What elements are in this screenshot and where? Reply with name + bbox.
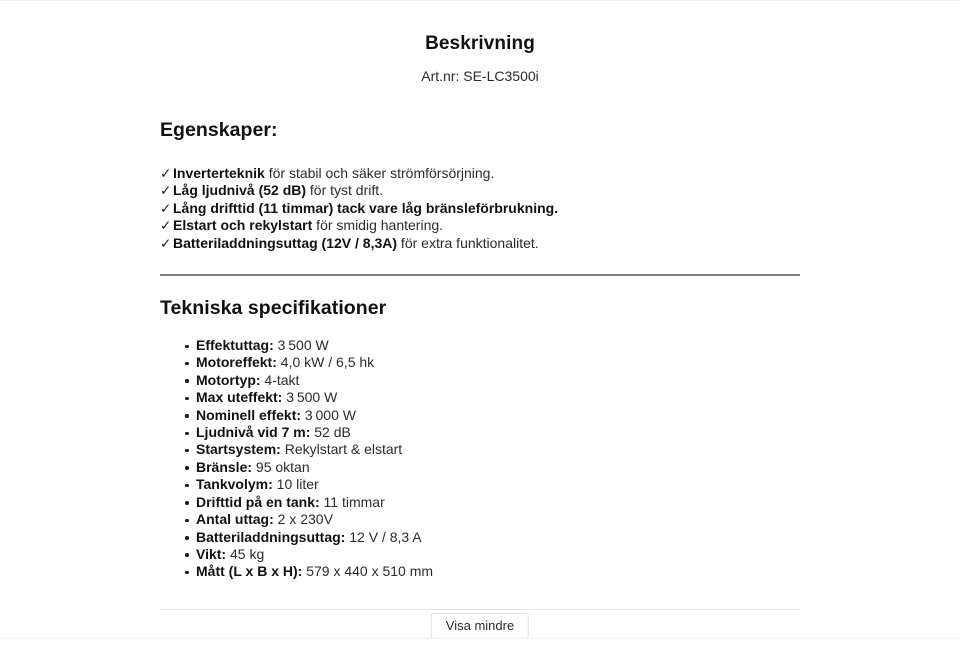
spec-value: 12 V / 8,3 A — [345, 528, 422, 545]
spec-label: Bränsle: — [196, 458, 253, 475]
spec-value: 11 timmar — [319, 493, 385, 510]
check-icon: ✓ — [160, 200, 172, 216]
feature-item-strong: Batteriladdningsuttag (12V / 8,3A) — [173, 234, 398, 251]
spec-row — [196, 546, 800, 563]
spec-row — [196, 563, 800, 580]
spec-value: 10 liter — [272, 476, 319, 493]
spec-value: 3 500 W — [273, 337, 329, 354]
feature-item-strong: Elstart och rekylstart — [173, 217, 313, 234]
spec-label: Max uteffekt: — [196, 389, 283, 406]
spec-row — [196, 459, 800, 476]
spec-value: Rekylstart & elstart — [280, 441, 403, 458]
features-list — [160, 142, 800, 252]
spec-row — [196, 529, 800, 546]
footer-divider — [160, 609, 800, 610]
spec-value: 95 oktan — [252, 458, 310, 475]
feature-item-rest: för smidig hantering. — [312, 217, 444, 234]
feature-item-strong: Låg ljudnivå (52 dB) — [173, 182, 307, 199]
spec-label: Tankvolym: — [196, 476, 273, 493]
footer — [160, 609, 800, 649]
spec-label: Startsystem: — [196, 441, 281, 458]
spec-value: 4,0 kW / 6,5 hk — [276, 354, 375, 371]
spec-label: Ljudnivå vid 7 m: — [196, 424, 311, 441]
check-icon: ✓ — [160, 218, 172, 234]
show-less-button[interactable]: Visa mindre — [431, 613, 529, 639]
spec-row — [196, 389, 800, 406]
spec-label: Motortyp: — [196, 371, 261, 388]
feature-item-strong: Inverterteknik — [173, 165, 265, 181]
spec-row — [196, 441, 800, 458]
spec-row — [196, 354, 800, 371]
spec-row — [196, 407, 800, 424]
feature-item — [160, 217, 800, 234]
spec-label: Batteriladdningsuttag: — [196, 528, 346, 545]
description-panel — [160, 0, 800, 649]
spec-label: Mått (L x B x H): — [196, 563, 303, 580]
spec-value: 2 x 230V — [273, 511, 333, 528]
feature-item — [160, 165, 800, 182]
spec-label: Antal uttag: — [196, 511, 274, 528]
feature-item — [160, 235, 800, 252]
spec-label: Nominell effekt: — [196, 406, 302, 423]
spec-label: Vikt: — [196, 545, 227, 562]
specs-heading: Tekniska specifikationer — [160, 297, 387, 320]
page-bottom-divider — [0, 638, 960, 639]
check-icon: ✓ — [160, 235, 172, 251]
page-title: Beskrivning — [425, 33, 535, 54]
check-icon: ✓ — [160, 183, 172, 199]
spec-value: 3 500 W — [282, 389, 338, 406]
spec-row — [196, 494, 800, 511]
feature-item-rest: för extra funktionalitet. — [397, 234, 539, 251]
spec-row — [196, 337, 800, 354]
spec-value: 3 000 W — [301, 406, 356, 423]
specs-list — [160, 320, 800, 581]
spec-label: Effektuttag: — [196, 337, 274, 354]
page-top-divider — [0, 0, 960, 1]
spec-value: 4-takt — [260, 371, 300, 388]
spec-row — [196, 511, 800, 528]
feature-item-strong: Lång drifttid (11 timmar) tack vare låg bränsleförbrukning. — [173, 199, 559, 216]
spec-value: 52 dB — [310, 424, 351, 441]
article-number: Art.nr: SE-LC3500i — [421, 68, 539, 84]
spec-label: Motoreffekt: — [196, 354, 277, 371]
feature-item-rest: för stabil och säker strömförsörjning. — [264, 165, 495, 181]
spec-label: Drifttid på en tank: — [196, 493, 320, 510]
check-icon: ✓ — [160, 166, 172, 181]
features-heading: Egenskaper: — [160, 119, 278, 141]
spec-value: 579 x 440 x 510 mm — [302, 563, 434, 580]
feature-item-rest: för tyst drift. — [306, 182, 384, 199]
feature-item — [160, 200, 800, 217]
spec-row — [196, 476, 800, 493]
feature-item — [160, 182, 800, 199]
spec-row — [196, 424, 800, 441]
spec-value: 45 kg — [226, 545, 265, 562]
spec-row — [196, 372, 800, 389]
